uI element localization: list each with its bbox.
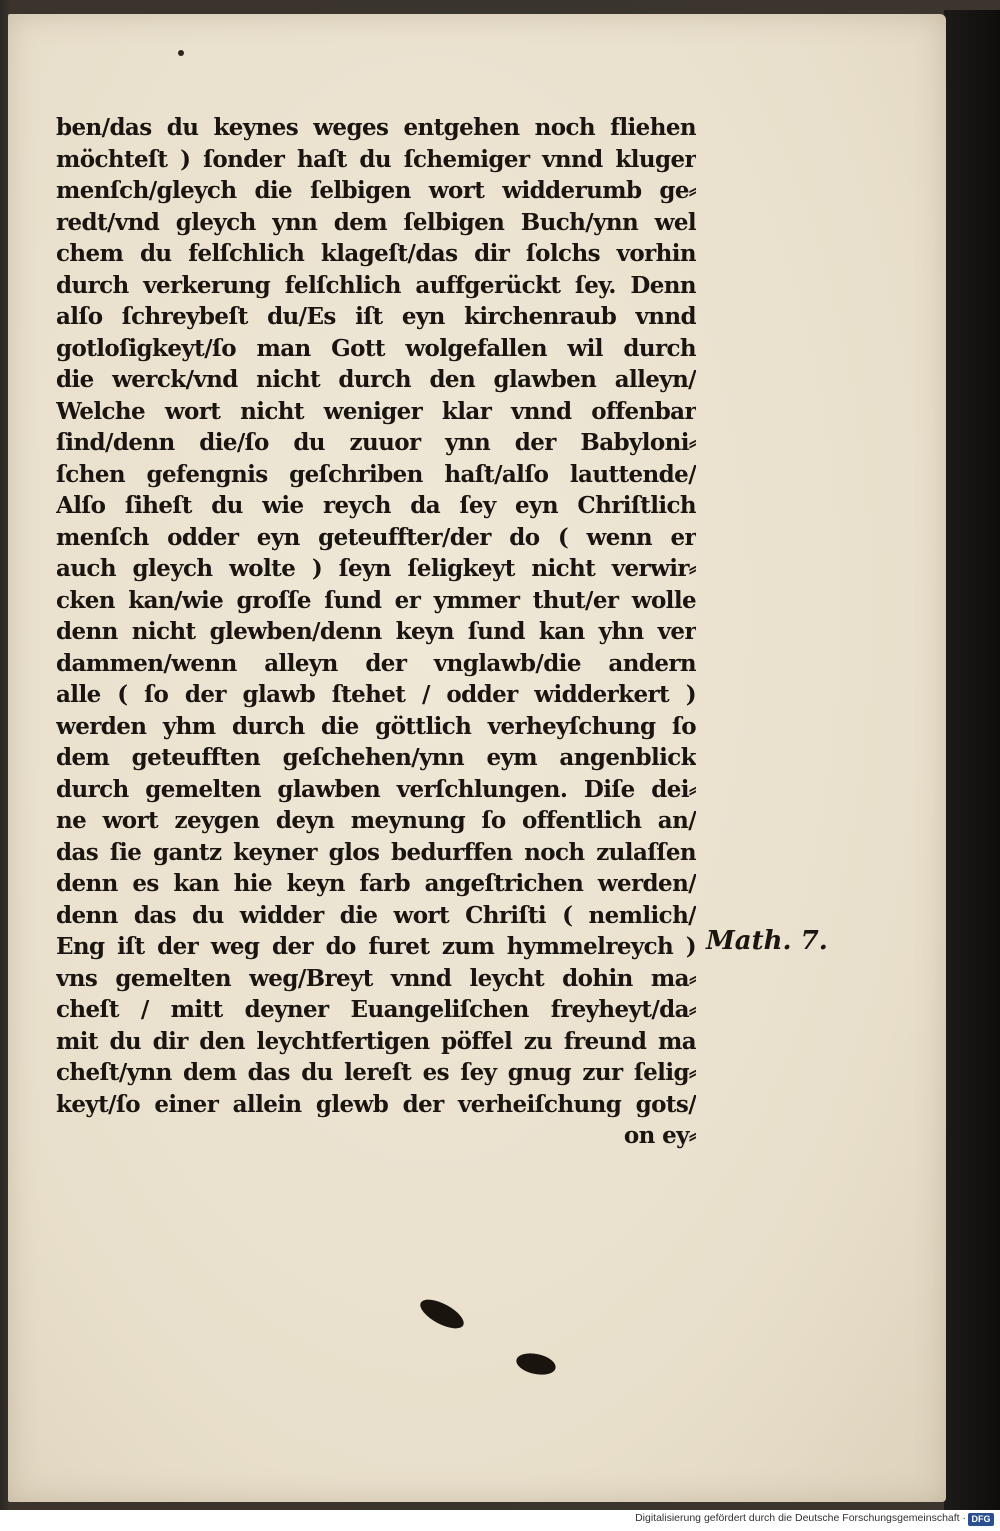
digitization-credit: Digitalisierung gefördert durch die Deutsche Forschungsgemeinschaft · [635,1512,966,1524]
marginal-note: Math. 7. [706,926,828,956]
text-line: cheſt/ynn dem das du lereſt es ſey gnug zur ſelig⸗ [56,1059,696,1086]
text-line: dem geteufften geſchehen/ynn eym angenblick [56,744,696,771]
text-line: keyt/ſo einer allein glewb der verheiſchung gots/ [56,1090,696,1118]
text-line: chem du felſchlich klageſt/das dir ſolchs vorhin [56,240,696,267]
text-line: ſind/denn die/ſo du zuuor ynn der Babyloni⸗ [56,429,696,456]
dfg-logo: DFG [968,1513,994,1526]
text-line: vns gemelten weg/Breyt vnnd leycht dohin ma⸗ [56,964,696,992]
text-line: ſchen gefengnis geſchriben haſt/alſo lauttende/ [56,460,696,488]
footer-strip [0,1510,1000,1531]
text-line: Welche wort nicht weniger klar vnnd offenbar [56,397,696,425]
body-text [56,112,696,1152]
text-line: Eng iſt der weg der do furet zum hymmelreych ) [56,933,696,960]
text-line: on ey⸗ [623,1122,696,1149]
text-line: alle ( ſo der glawb ſtehet / odder widderkert ) [56,681,696,708]
text-line: denn es kan hie keyn farb angeſtrichen werden/ [56,870,696,897]
text-line: Alſo ſiheſt du wie reych da ſey eyn Chriſtlich [56,492,696,519]
ink-dot [178,50,184,56]
text-line: ben/das du keynes weges entgehen noch fliehen [56,114,696,141]
ink-blot [514,1350,557,1378]
text-line: auch gleych wolte ) ſeyn ſeligkeyt nicht verwir⸗ [56,555,696,582]
text-line: ne wort zeygen deyn meynung ſo offentlich an/ [56,807,696,834]
ink-blot [416,1294,468,1334]
text-line: mit du dir den leychtfertigen pöffel zu freund ma [56,1027,696,1055]
text-line: die werck/vnd nicht durch den glawben alleyn/ [56,366,696,393]
text-line: werden yhm durch die göttlich verheyſchung ſo [56,712,696,740]
text-line: menſch/gleych die ſelbigen wort widderumb ge⸗ [56,177,696,204]
text-line: durch gemelten glawben verſchlungen. Diſe dei⸗ [56,775,696,803]
text-line: das ſie gantz keyner glos bedurffen noch zulaſſen [56,838,696,866]
text-line: cken kan/wie groſſe ſund er ymmer thut/er wolle [56,586,696,614]
text-line: redt/vnd gleych ynn dem ſelbigen Buch/ynn wel [56,208,696,236]
text-line: durch verkerung felſchlich auffgerückt ſey. Denn [56,271,696,299]
text-line: menſch odder eyn geteuffter/der do ( wenn er [56,523,696,551]
text-line: gotloſigkeyt/ſo man Gott wolgefallen wil durch [56,334,696,362]
text-line: dammen/wenn alleyn der vnglawb/die andern [56,649,696,677]
text-line: möchteſt ) ſonder haſt du ſchemiger vnnd kluger [56,145,696,173]
text-line: denn das du widder die wort Chriſti ( nemlich/ [56,901,696,929]
text-line: alſo ſchreybeſt du/Es iſt eyn kirchenraub vnnd [56,303,696,330]
book-edge [944,10,1000,1510]
text-line: denn nicht glewben/denn keyn ſund kan yhn ver [56,618,696,645]
text-line: cheſt / mitt deyner Euangeliſchen freyheyt/da⸗ [56,996,696,1023]
